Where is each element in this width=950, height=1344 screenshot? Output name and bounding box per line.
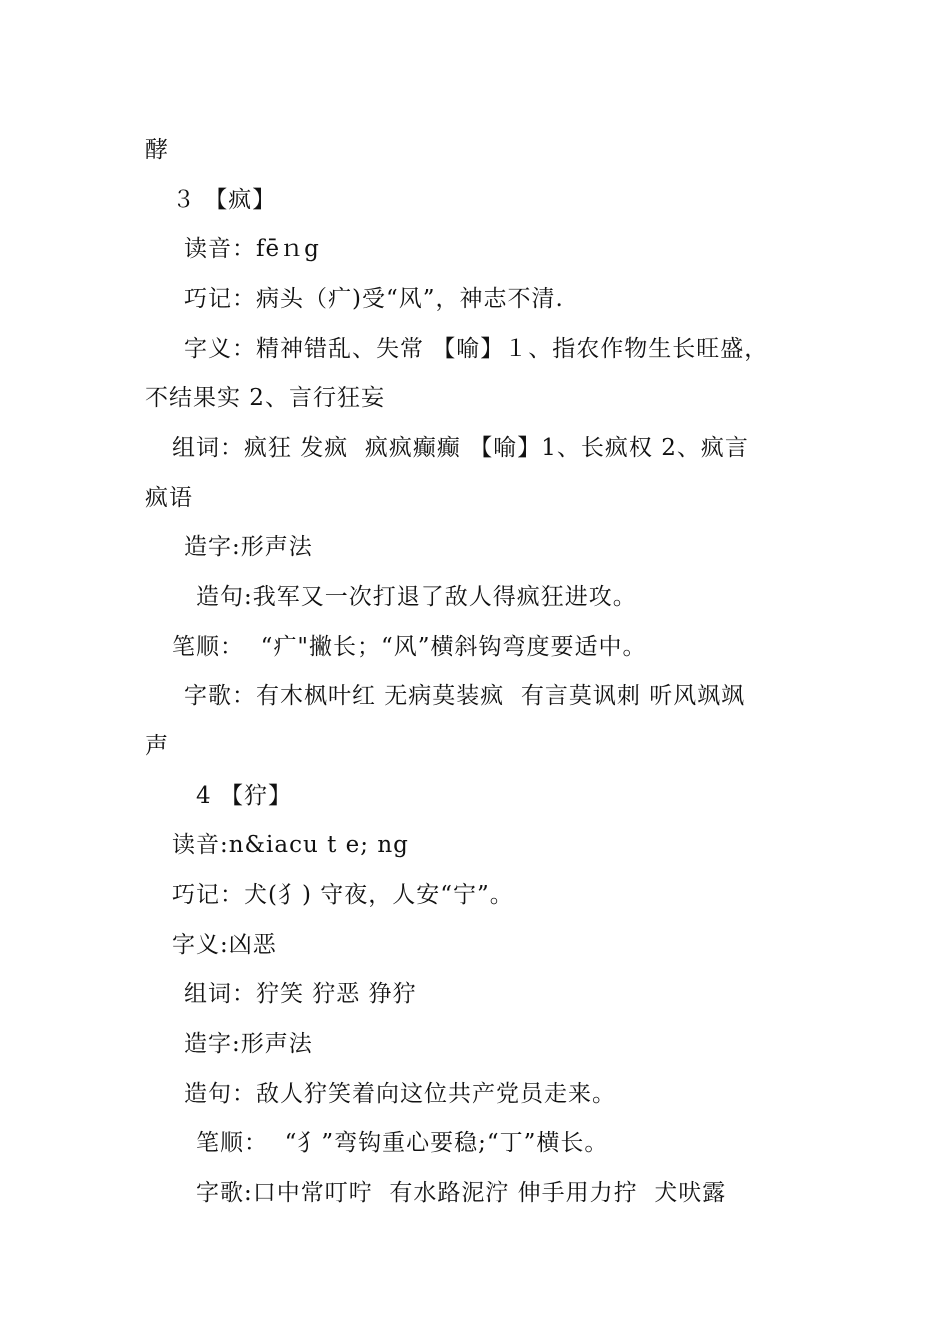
text-line-17: 字义:凶恶 (172, 932, 277, 958)
text-line-12: 字歌：有木枫叶红 无病莫装疯 有言莫讽刺 听风飒飒 (184, 683, 746, 709)
text-line-1: 酵 (145, 137, 169, 163)
text-line-13: 声 (145, 733, 169, 759)
section-heading-3: ３ 【疯】 (172, 187, 277, 213)
text-line-16: 巧记：犬(犭) 守夜，人安“宁”。 (172, 882, 514, 908)
text-line-9: 造字:形声法 (184, 534, 313, 560)
text-line-6: 不结果实 2、言行狂妄 (145, 385, 385, 411)
text-line-4: 巧记：病头（疒)受“风”，神志不清. (184, 286, 564, 312)
text-line-5: 字义：精神错乱、失常 【喻】１、指农作物生长旺盛， (184, 336, 769, 362)
section-heading-4: 4 【狞】 (196, 783, 292, 809)
text-line-10: 造句:我军又一次打退了敌人得疯狂进攻。 (196, 584, 637, 610)
text-line-15: 读音:n&iacu t e; ng (172, 832, 409, 858)
text-line-8: 疯语 (145, 485, 193, 511)
text-line-7: 组词：疯狂 发疯 疯疯癫癫 【喻】1、长疯权 2、疯言 (172, 435, 749, 461)
text-line-21: 笔顺： “犭”弯钩重心要稳;“丁”横长。 (196, 1130, 609, 1156)
text-line-19: 造字:形声法 (184, 1031, 313, 1057)
text-line-3: 读音：fēｎg (184, 236, 320, 262)
text-line-20: 造句：敌人狞笑着向这位共产党员走来。 (184, 1081, 616, 1107)
text-line-11: 笔顺： “疒"撇长；“风”横斜钩弯度要适中。 (172, 634, 647, 660)
text-line-22: 字歌:口中常叮咛 有水路泥泞 伸手用力拧 犬吠露 (196, 1180, 727, 1206)
text-line-18: 组词：狞笑 狞恶 狰狞 (184, 981, 417, 1007)
